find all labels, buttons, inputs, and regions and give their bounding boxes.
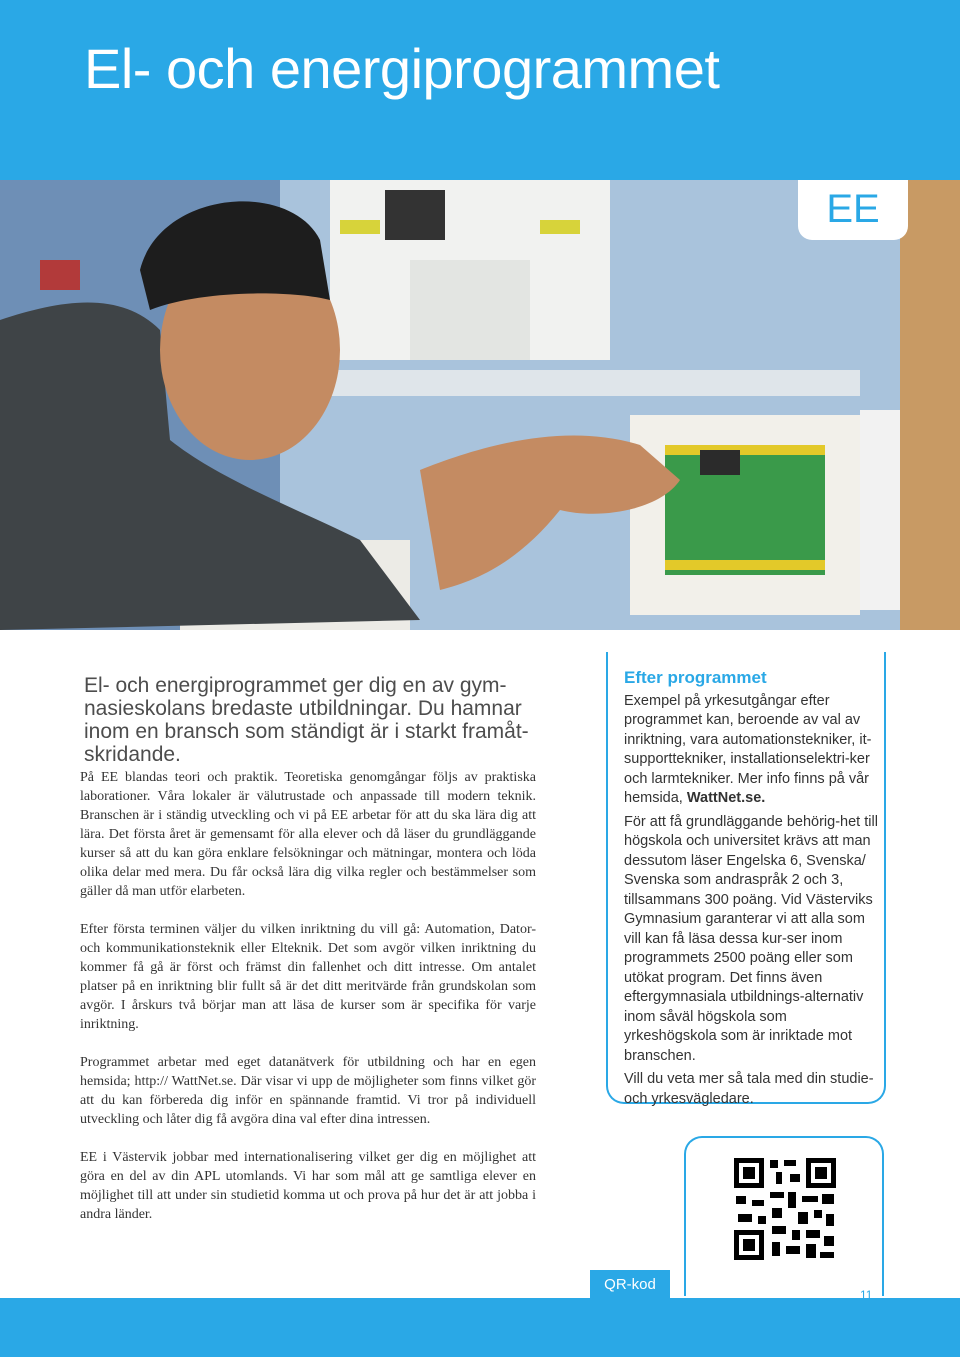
hero-photo (0, 180, 960, 630)
footer-band (0, 1298, 960, 1357)
body-text (80, 768, 536, 1224)
body-paragraph: På EE blandas teori och praktik. Teoretiska genomgångar följs av praktiska laborationer. Våra lokaler är välutrustade och anpassade till modern teknik. Branschen är i ständig utveckling och vi på EE arbetar för att du ska lära dig att lära. Det första året är gemensamt för alla elever och då läser du grundläggande kurser så att du kan göra enklare felsökningar och mätningar, montera och löda olika delar med mera. Du får också lära dig vilka regler och bestämmelser som gäller då man utför elarbeten. (80, 770, 536, 899)
page-title: El- och energiprogrammet (84, 37, 720, 100)
qr-code-icon[interactable] (732, 1156, 838, 1262)
lead-line: nasieskolans bredaste utbildningar. Du hamnar (84, 697, 522, 720)
sidebar-paragraph (624, 692, 880, 809)
lead-paragraph (84, 674, 534, 766)
program-badge: EE (798, 180, 908, 240)
sidebar-heading: Efter programmet (624, 668, 767, 687)
lead-line: El- och energiprogrammet ger dig en av gym- (84, 674, 507, 697)
body-paragraph: Programmet arbetar med eget datanätverk för utbildning och har en egen hemsida; http:// WattNet.se. Där visar vi upp de möjligheter som finns vilket gör att du kan förbereda dig inför en spännande framtid. Vi tror på individuell utveckling och låter dig få avgöra dina val efter dina intressen. (80, 1055, 536, 1127)
page-number: 11 (860, 1288, 873, 1302)
sidebar-text: Exempel på yrkesutgångar efter programmet kan, beroende av val av inriktning, vara automationstekniker, it-supporttekniker, installationselektri-ker och larmtekniker. Mer info finns på vår hemsida, (624, 692, 872, 806)
website-link[interactable]: WattNet.se. (686, 790, 766, 806)
lead-line: skridande. (84, 743, 181, 766)
body-paragraph: Efter första terminen väljer du vilken inriktning du vill gå: Automation, Dator- och kommunikationsteknik eller Elteknik. Det som avgör vilken inriktning du kommer få gå är först och främst din fallenhet och ditt intresse. Om antalet platser på en inriktning blir fullt så är det ditt meritvärde från grundskolan som avgör. I årskurs två börjar man att läsa de kurser som är specifika för varje inriktning. (80, 922, 536, 1032)
sidebar-paragraph: För att få grundläggande behörig-het till högskola och universitet krävs att man dessutom läser Engelska 6, Svenska/ Svenska som andraspråk 2 och 3, tillsammans 300 poäng. Vid Västerviks Gymnasium garanterar vi att alla som vill kan få läsa dessa kur-ser inom programmets 2500 poäng eller som utökat program. Det finns även eftergymnasiala utbildnings-alternativ inom såväl högskola som yrkeshögskola som är inriktade mot branschen. (624, 813, 878, 1064)
lead-line: inom en bransch som ständigt är i starkt framåt- (84, 720, 529, 743)
sidebar-paragraph: Vill du veta mer så tala med din studie- och yrkesvägledare. (624, 1071, 874, 1107)
body-paragraph: EE i Västervik jobbar med internationalisering vilket ger dig en möjlighet att göra en del av din APL utomlands. Vi har som mål att ge samtliga elever en möjlighet till att under sin studietid komma ut och prova på hur det är att jobba i andra länder. (80, 1150, 536, 1222)
qr-label: QR-kod (590, 1270, 670, 1300)
after-program-box (606, 652, 886, 1107)
